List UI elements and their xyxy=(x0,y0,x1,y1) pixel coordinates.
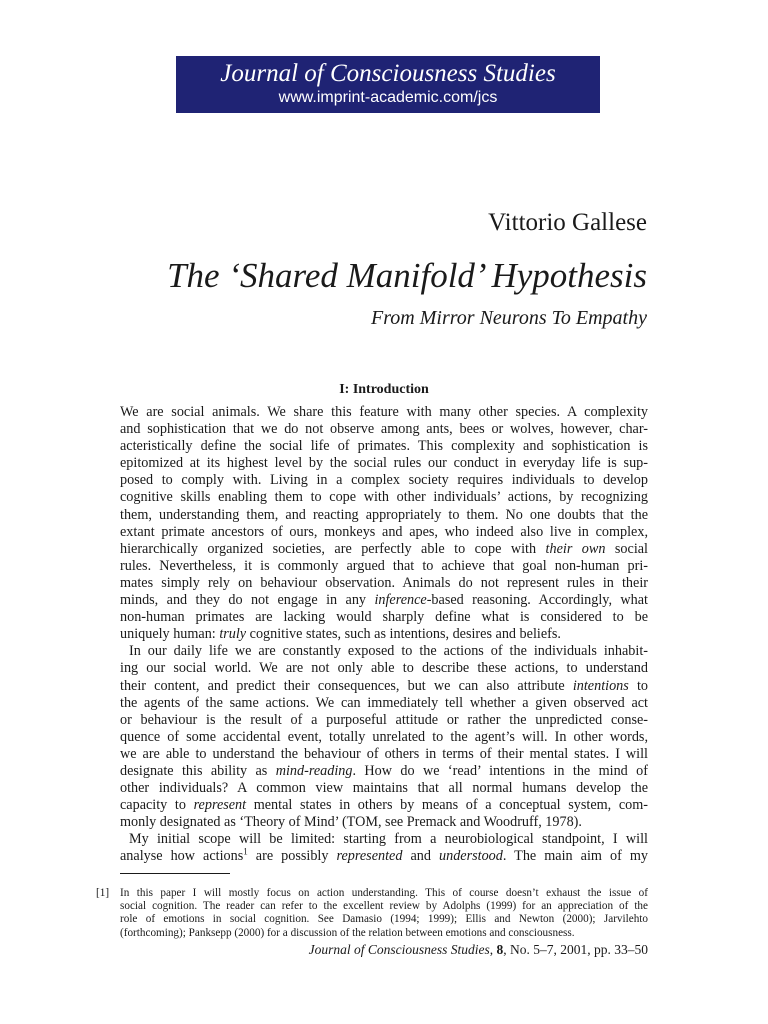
body-line: capacity to represent mental states in others by means of a conceptual system, com- xyxy=(120,797,648,814)
footnote-text xyxy=(120,887,648,940)
body-line: them, understanding them, and reacting appropriately to them. No one doubts that the xyxy=(120,506,648,523)
body-line: extant primate ancestors of ours, monkeys and apes, who indeed also live in complex, xyxy=(120,523,648,540)
body-line: acteristically define the social life of primates. This complexity and sophistication is xyxy=(120,438,648,455)
body-line: the agents of the same actions. We can immediately tell whether a given observed act xyxy=(120,694,648,711)
body-line: uniquely human: truly cognitive states, such as intentions, desires and beliefs. xyxy=(120,626,561,643)
footnote-line: role of emotions in social cognition. See Damasio (1994; 1999); Ellis and Newton (2000); Jarvilehto xyxy=(120,913,648,926)
body-line: hierarchically organized societies, are perfectly able to cope with their own social xyxy=(120,540,648,557)
body-line: minds, and they do not engage in any inference-based reasoning. Accordingly, what xyxy=(120,592,648,609)
article-title: The ‘Shared Manifold’ Hypothesis xyxy=(167,256,647,295)
body-line: In our daily life we are constantly exposed to the actions of the individuals inhabit- xyxy=(129,643,648,660)
body-line: non-human primates are lacking would sharply define what is considered to be xyxy=(120,609,648,626)
journal-banner xyxy=(176,56,600,113)
footnote-line: In this paper I will mostly focus on action understanding. This of course doesn’t exhaust the issue of xyxy=(120,887,648,899)
body-line: rules. Nevertheless, it is commonly argued that to achieve that goal non-human pri- xyxy=(120,557,648,574)
journal-citation: Journal of Consciousness Studies, 8, No. 5–7, 2001, pp. 33–50 xyxy=(308,942,648,957)
footnote xyxy=(96,887,648,940)
body-line: their content, and predict their consequences, but we can also attribute intentions to xyxy=(120,677,648,694)
body-line: posed to comply with. Living in a complex society requires individuals to develop xyxy=(120,472,648,489)
body-line: designate this ability as mind-reading. How do we ‘read’ intentions in the mind of xyxy=(120,762,648,779)
article-subtitle: From Mirror Neurons To Empathy xyxy=(371,307,647,329)
journal-title: Journal of Consciousness Studies xyxy=(220,60,556,87)
body-line: epitomized at its highest level by the social rules our conduct in everyday life is sup- xyxy=(120,455,648,472)
body-text xyxy=(120,404,648,866)
body-line: mates simply rely on behaviour observation. Animals do not represent rules in their xyxy=(120,574,648,591)
body-line: cognitive skills enabling them to cope with other individuals’ actions, by recognizing xyxy=(120,489,648,506)
footnote-marker: [1] xyxy=(96,887,110,899)
body-line: quence of some accidental event, totally unrelated to the agent’s will. In other words, xyxy=(120,728,648,745)
body-line: we are able to understand the behaviour of others in terms of their mental states. I will xyxy=(120,745,648,762)
body-line: monly designated as ‘Theory of Mind’ (TOM, see Premack and Woodruff, 1978). xyxy=(120,814,582,831)
author-name: Vittorio Gallese xyxy=(488,209,647,236)
body-line: or behaviour is the result of a purposeful attitude or rather the unpredicted conse- xyxy=(120,711,648,728)
body-line: ing our social world. We are not only able to describe these actions, to understand xyxy=(120,660,648,677)
body-line: My initial scope will be limited: starting from a neurobiological standpoint, I will xyxy=(129,831,648,848)
body-line: We are social animals. We share this feature with many other species. A complexity xyxy=(120,404,648,420)
footnote-line: (forthcoming); Panksepp (2000) for a discussion of the relation between emotions and consciousness. xyxy=(120,926,575,939)
footnote-ref[interactable]: 1 xyxy=(243,846,248,857)
body-line: analyse how actions$^1$ are possibly represented and understood. The main aim of my xyxy=(120,846,648,865)
section-heading: I: Introduction xyxy=(339,382,429,397)
body-line: and sophistication that we do not observe among ants, bees or wolves, however, char- xyxy=(120,421,648,438)
footnote-divider xyxy=(120,873,230,874)
body-line: other individuals? A common view maintains that all normal humans develop the xyxy=(120,780,648,797)
footnote-line: social cognition. The reader can refer to the excellent review by Adolphs (1999) for an appreciation of the xyxy=(120,900,648,913)
journal-url[interactable]: www.imprint-academic.com/jcs xyxy=(278,89,498,106)
